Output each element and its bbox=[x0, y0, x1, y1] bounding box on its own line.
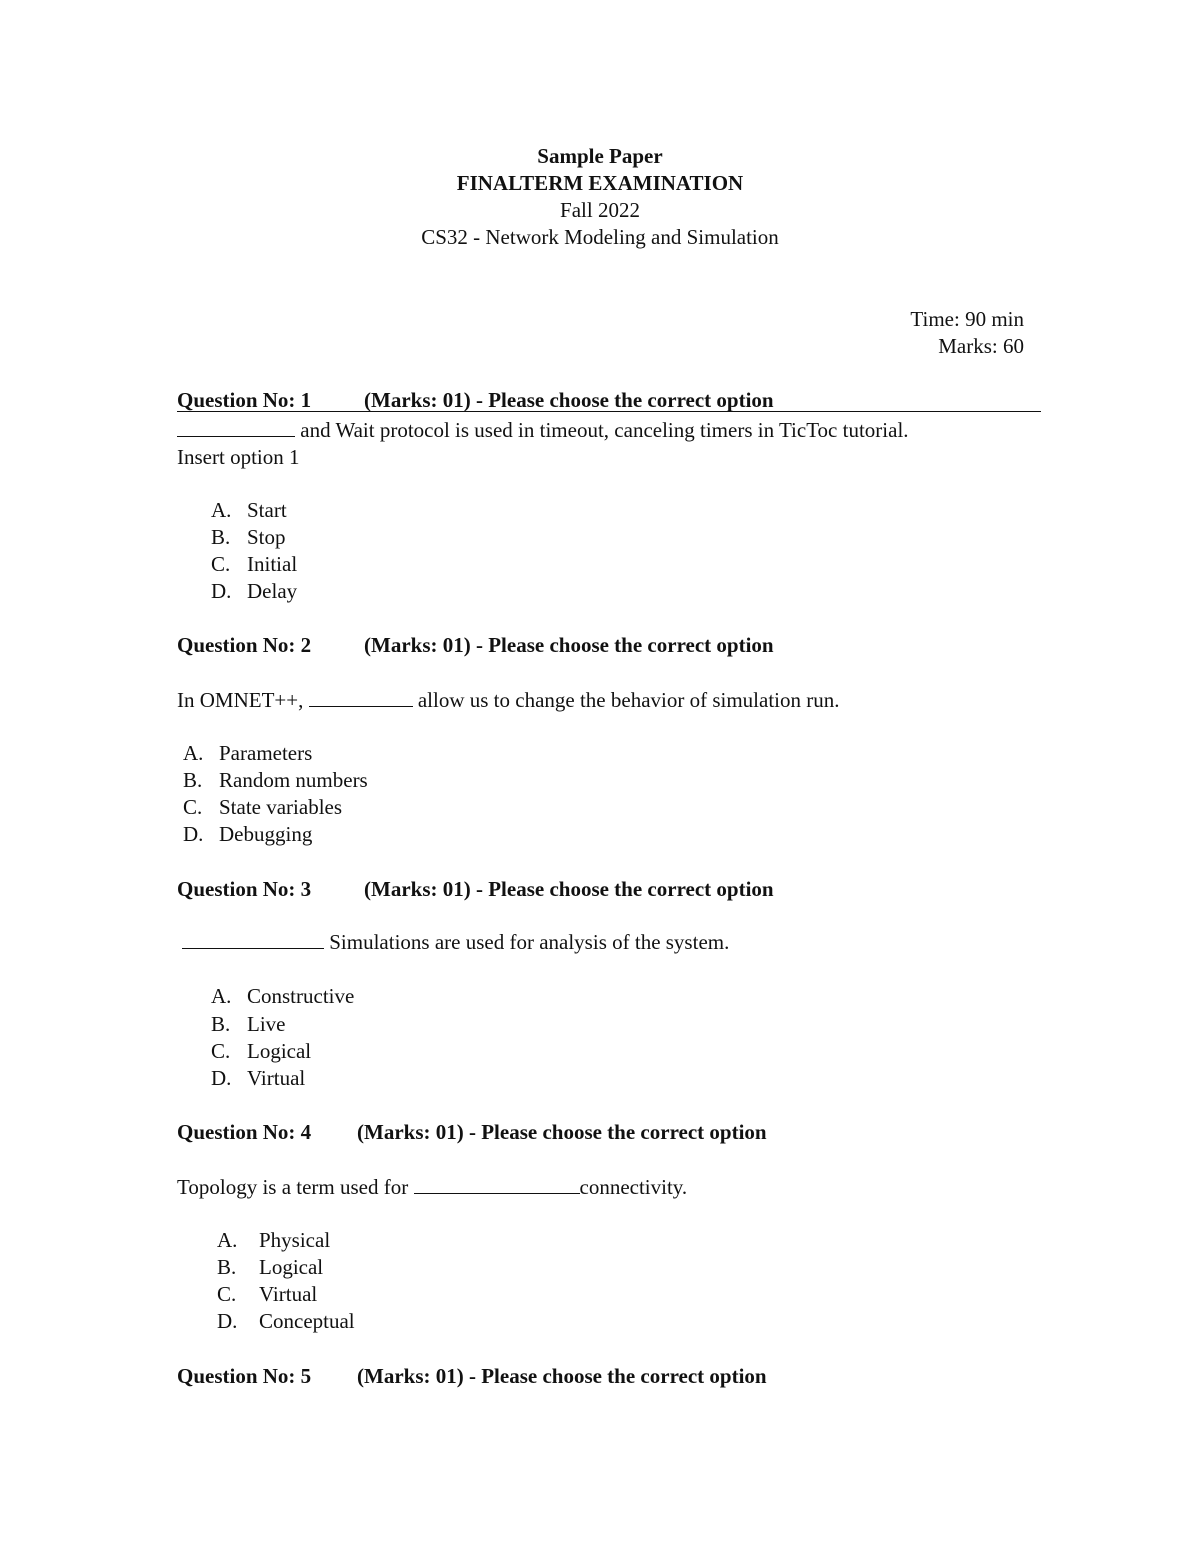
option-item: A. bbox=[183, 741, 204, 765]
question-3-header bbox=[177, 877, 1041, 902]
option-text: Virtual bbox=[259, 1282, 318, 1306]
answer-blank bbox=[182, 930, 324, 949]
question-4-header bbox=[177, 1120, 1041, 1145]
exam-time: Time: 90 min bbox=[910, 307, 1024, 331]
option-text: Constructive bbox=[247, 984, 355, 1008]
option-text: Debugging bbox=[219, 822, 313, 846]
option-item: B. bbox=[211, 525, 231, 549]
option-item: A. bbox=[211, 498, 232, 522]
question-marks: (Marks: 01) - Please choose the correct option bbox=[364, 633, 774, 657]
question-3-text: Simulations are used for analysis of the system. bbox=[182, 930, 729, 955]
option-text: Logical bbox=[247, 1039, 312, 1063]
answer-blank bbox=[177, 418, 295, 437]
option-text: Random numbers bbox=[219, 768, 368, 792]
question-marks: (Marks: 01) - Please choose the correct option bbox=[364, 877, 774, 901]
question-4-text: Topology is a term used for connectivity. bbox=[177, 1175, 688, 1199]
question-1-header bbox=[177, 388, 1041, 413]
question-marks: (Marks: 01) - Please choose the correct option bbox=[357, 1364, 767, 1388]
option-text: Initial bbox=[247, 552, 298, 576]
question-1-text: and Wait protocol is used in timeout, canceling timers in TicToc tutorial. bbox=[177, 418, 909, 443]
course-title: CS32 - Network Modeling and Simulation bbox=[421, 225, 779, 249]
question-5-header bbox=[177, 1364, 1041, 1389]
answer-blank bbox=[414, 1175, 580, 1194]
option-item: C. bbox=[183, 795, 203, 819]
question-marks: (Marks: 01) - Please choose the correct option bbox=[364, 388, 774, 412]
option-item: D. bbox=[217, 1309, 238, 1333]
option-text: Physical bbox=[259, 1228, 331, 1252]
question-marks: (Marks: 01) - Please choose the correct option bbox=[357, 1120, 767, 1144]
option-item: A. bbox=[211, 984, 232, 1008]
option-item: C. bbox=[211, 1039, 231, 1063]
option-text: Live bbox=[247, 1012, 286, 1036]
option-item: A. bbox=[217, 1228, 238, 1252]
option-item: B. bbox=[211, 1012, 231, 1036]
option-text: Parameters bbox=[219, 741, 313, 765]
question-number: Question No: 5 bbox=[177, 1364, 312, 1388]
paper-title: Sample Paper bbox=[537, 144, 663, 168]
question-1-text-line2: Insert option 1 bbox=[177, 445, 300, 469]
option-item: D. bbox=[183, 822, 204, 846]
question-2-text: In OMNET++, allow us to change the behavior of simulation run. bbox=[177, 688, 840, 712]
option-item: D. bbox=[211, 579, 232, 603]
answer-blank bbox=[309, 688, 413, 707]
question-number: Question No: 3 bbox=[177, 877, 312, 901]
exam-marks: Marks: 60 bbox=[938, 334, 1024, 358]
question-number: Question No: 1 bbox=[177, 388, 312, 412]
option-text: Stop bbox=[247, 525, 286, 549]
question-number: Question No: 2 bbox=[177, 633, 312, 657]
option-item: D. bbox=[211, 1066, 232, 1090]
option-text: Virtual bbox=[247, 1066, 306, 1090]
option-item: B. bbox=[217, 1255, 237, 1279]
exam-term: Fall 2022 bbox=[560, 198, 640, 222]
option-text: Conceptual bbox=[259, 1309, 355, 1333]
option-text: Delay bbox=[247, 579, 298, 603]
question-1-rule bbox=[177, 411, 1041, 412]
option-item: C. bbox=[217, 1282, 237, 1306]
option-item: C. bbox=[211, 552, 231, 576]
option-text: Start bbox=[247, 498, 287, 522]
question-2-header bbox=[177, 633, 1041, 658]
exam-name: FINALTERM EXAMINATION bbox=[456, 171, 744, 195]
option-item: B. bbox=[183, 768, 203, 792]
question-number: Question No: 4 bbox=[177, 1120, 312, 1144]
option-text: Logical bbox=[259, 1255, 324, 1279]
option-text: State variables bbox=[219, 795, 343, 819]
